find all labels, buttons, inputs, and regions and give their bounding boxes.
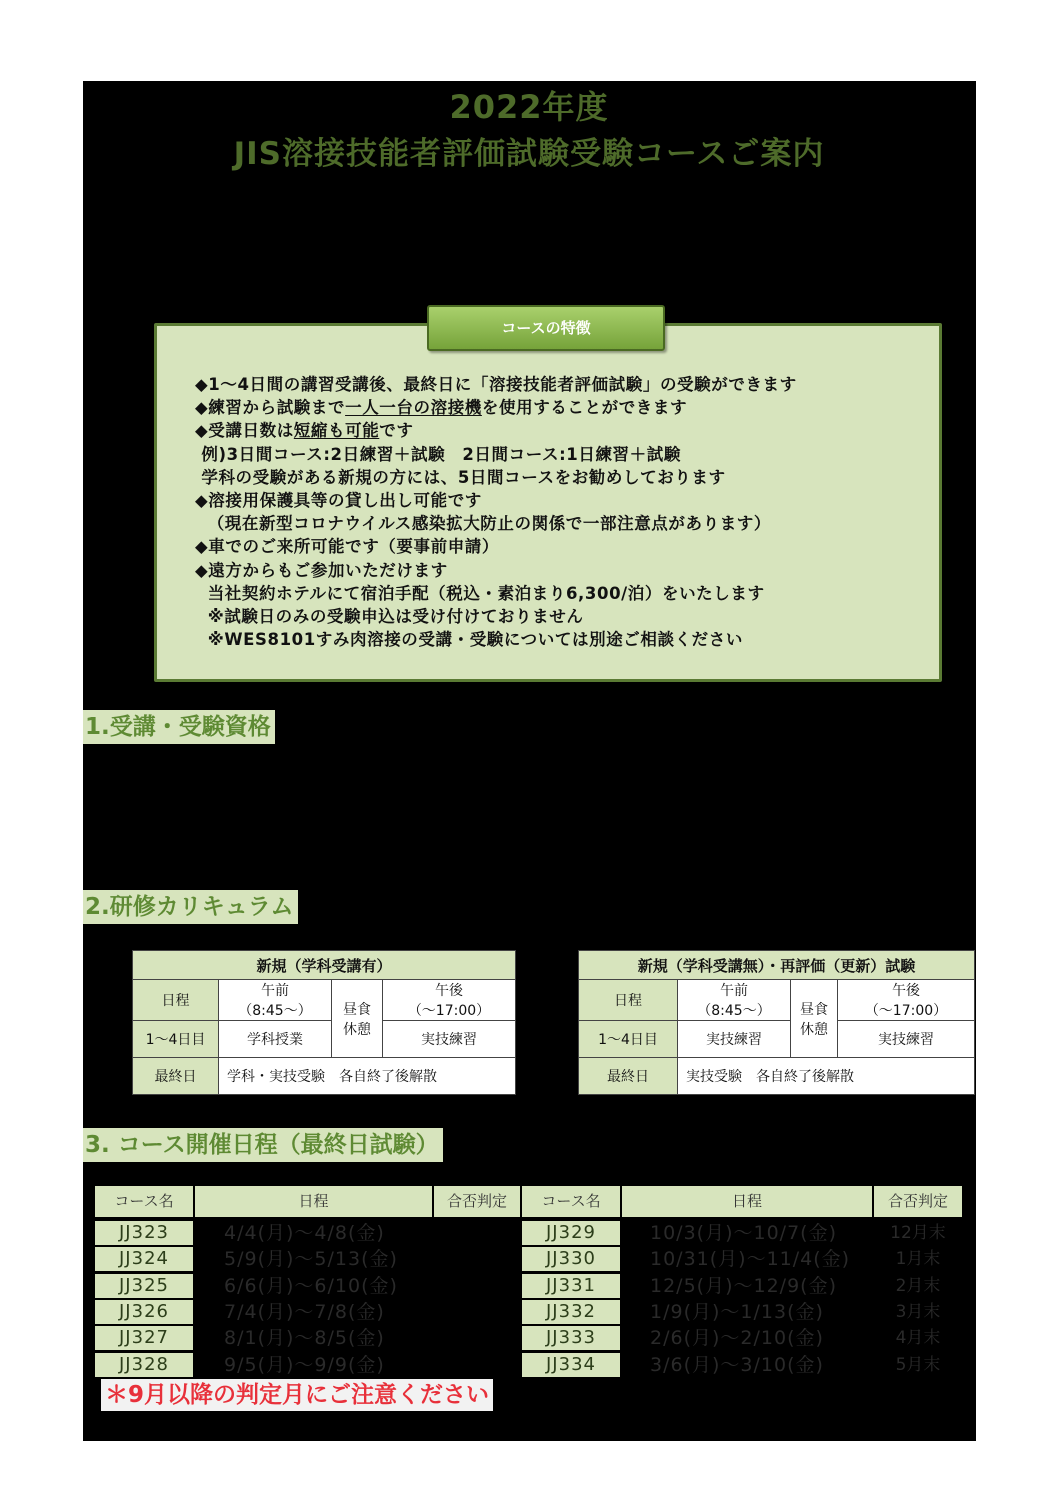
col-pm: 午後 （～17:00） <box>383 980 516 1021</box>
schedule-course-code: JJ332 <box>522 1300 620 1324</box>
schedule-judge: 5月末 <box>895 1355 941 1375</box>
feature-line: ◆車でのご来所可能です（要事前申請） <box>195 537 499 557</box>
feature-line: ◆溶接用保護具等の貸し出し可能です <box>195 491 482 511</box>
schedule-judge: 4月末 <box>895 1328 941 1348</box>
cell-am: 学科授業 <box>219 1021 332 1058</box>
schedule-date: 10/3(月)～10/7(金) <box>650 1222 837 1244</box>
schedule-header-judge: 合否判定 <box>874 1186 962 1217</box>
feature-line: 当社契約ホテルにて宿泊手配（税込・素泊まり6,300/泊）をいたします <box>195 583 765 603</box>
cell-am: 実技練習 <box>678 1021 791 1058</box>
schedule-date: 5/9(月)～5/13(金) <box>224 1248 398 1270</box>
row-label: 1～4日目 <box>133 1021 219 1058</box>
schedule-date: 4/4(月)～4/8(金) <box>224 1222 385 1244</box>
schedule-header-judge: 合否判定 <box>434 1186 520 1217</box>
page-title: JIS溶接技能者評価試験受験コースご案内 <box>233 136 825 172</box>
col-pm: 午後 （～17:00） <box>838 980 975 1021</box>
schedule-date: 10/31(月)～11/4(金) <box>650 1248 851 1270</box>
cell-pm: 実技練習 <box>838 1021 975 1058</box>
schedule-course-code: JJ333 <box>522 1326 620 1350</box>
col-lunch: 昼食 休憩 <box>791 980 838 1058</box>
schedule-course-code: JJ323 <box>95 1221 193 1245</box>
schedule-judge: 3月末 <box>895 1302 941 1322</box>
schedule-date: 2/6(月)～2/10(金) <box>650 1327 824 1349</box>
section-heading-curriculum: 2.研修カリキュラム <box>83 890 298 924</box>
schedule-judge: 12月末 <box>890 1223 946 1243</box>
schedule-judge: 2月末 <box>895 1276 941 1296</box>
schedule-course-code: JJ324 <box>95 1247 193 1271</box>
table-title: 新規（学科受講有） <box>133 951 516 980</box>
features-list <box>195 373 797 651</box>
row-label: 1～4日目 <box>579 1021 678 1058</box>
schedule-date: 8/1(月)～8/5(金) <box>224 1327 385 1349</box>
schedule-course-code: JJ329 <box>522 1221 620 1245</box>
schedule-date: 12/5(月)～12/9(金) <box>650 1275 837 1297</box>
row-label: 最終日 <box>133 1058 219 1095</box>
feature-line: ◆遠方からもご参加いただけます <box>195 560 448 580</box>
features-heading-button: コースの特徴 <box>427 305 665 351</box>
feature-line: ◆練習から試験まで一人一台の溶接機を使用することができます <box>195 398 688 418</box>
cell-pm: 実技練習 <box>383 1021 516 1058</box>
col-date: 日程 <box>133 980 219 1021</box>
schedule-judge: 1月末 <box>895 1249 941 1269</box>
section-heading-schedule: 3. コース開催日程（最終日試験） <box>83 1128 443 1162</box>
schedule-course-code: JJ326 <box>95 1300 193 1324</box>
schedule-course-code: JJ331 <box>522 1274 620 1298</box>
feature-line: 学科の受験がある新規の方には、5日間コースをお勧めしております <box>195 467 726 487</box>
table-title: 新規（学科受講無）・再評価（更新）試験 <box>579 951 975 980</box>
cell-final: 学科・実技受験 各自終了後解散 <box>219 1058 516 1095</box>
row-label: 最終日 <box>579 1058 678 1095</box>
feature-line: ◆1～4日間の講習受講後、最終日に「溶接技能者評価試験」の受験ができます <box>195 375 797 394</box>
schedule-date: 6/6(月)～6/10(金) <box>224 1275 398 1297</box>
page-title-year: 2022年度 <box>449 88 609 126</box>
schedule-course-code: JJ330 <box>522 1247 620 1271</box>
schedule-header-date: 日程 <box>195 1186 432 1217</box>
schedule-date: 1/9(月)～1/13(金) <box>650 1301 824 1323</box>
col-am: 午前 （8:45～） <box>678 980 791 1021</box>
schedule-header-code: コース名 <box>95 1186 193 1217</box>
col-am: 午前 （8:45～） <box>219 980 332 1021</box>
schedule-course-code: JJ328 <box>95 1353 193 1377</box>
schedule-course-code: JJ334 <box>522 1353 620 1377</box>
col-date: 日程 <box>579 980 678 1021</box>
curriculum-table-reeval <box>578 950 975 1095</box>
feature-line: 例)3日間コース:2日練習＋試験 2日間コース:1日練習＋試験 <box>195 444 681 464</box>
curriculum-table-new <box>132 950 516 1095</box>
schedule-date: 7/4(月)～7/8(金) <box>224 1301 385 1323</box>
feature-line: ◆受講日数は短縮も可能です <box>195 421 414 441</box>
feature-line: （現在新型コロナウイルス感染拡大防止の関係で一部注意点があります） <box>195 514 771 534</box>
feature-line: ※試験日のみの受験申込は受け付けておりません <box>195 607 584 627</box>
schedule-date: 3/6(月)～3/10(金) <box>650 1354 824 1376</box>
schedule-header-code: コース名 <box>522 1186 620 1217</box>
schedule-note: ＊9月以降の判定月にご注意ください <box>101 1379 493 1411</box>
schedule-header-date: 日程 <box>622 1186 872 1217</box>
cell-final: 実技受験 各自終了後解散 <box>678 1058 975 1095</box>
schedule-course-code: JJ327 <box>95 1326 193 1350</box>
schedule-date: 9/5(月)～9/9(金) <box>224 1354 385 1376</box>
feature-line: ※WES8101すみ肉溶接の受講・受験については別途ご相談ください <box>195 630 743 650</box>
col-lunch: 昼食 休憩 <box>332 980 383 1058</box>
section-heading-qualification: 1.受講・受験資格 <box>83 710 275 744</box>
schedule-course-code: JJ325 <box>95 1274 193 1298</box>
